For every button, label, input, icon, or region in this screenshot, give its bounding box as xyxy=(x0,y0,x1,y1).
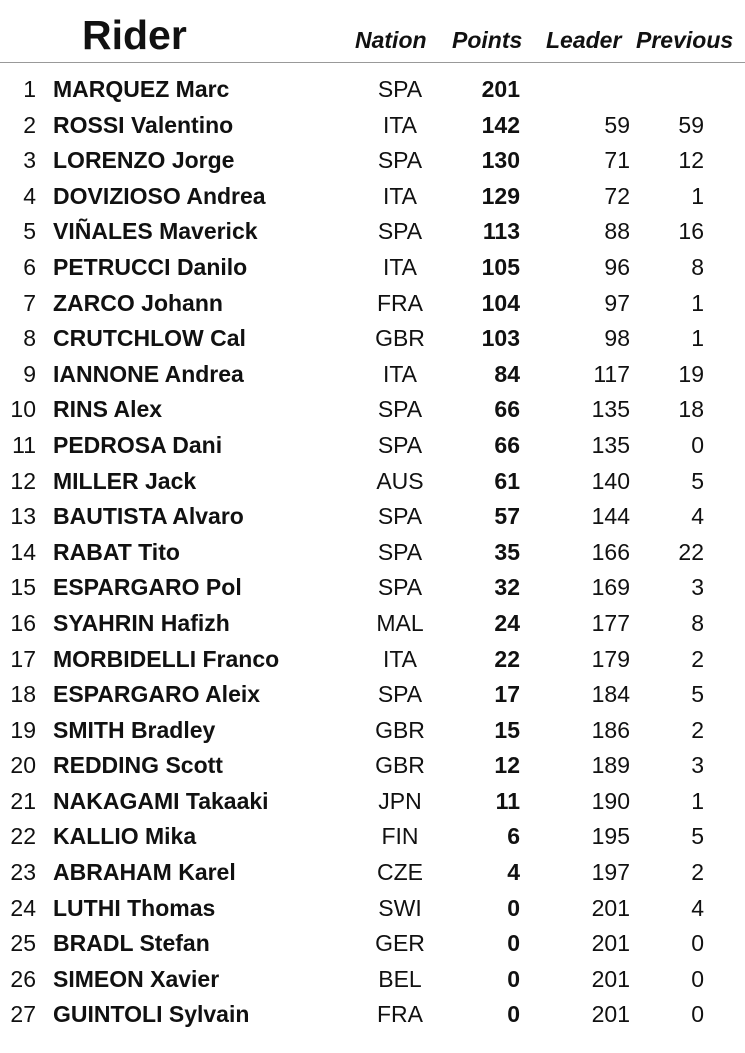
rider-gap-previous: 19 xyxy=(678,360,704,387)
rider-position: 1 xyxy=(23,76,36,102)
rider-nation: SPA xyxy=(377,503,423,530)
rider-name: SMITH Bradley xyxy=(53,716,216,743)
rider-nation: MAL xyxy=(376,609,424,636)
table-row xyxy=(0,997,745,1033)
rider-points: 0 xyxy=(507,965,520,992)
rider-name: ABRAHAM Karel xyxy=(53,859,236,886)
rider-gap-leader: 201 xyxy=(591,965,630,992)
rider-points: 142 xyxy=(481,111,520,138)
rider-gap-previous: 18 xyxy=(678,396,704,423)
rider-points: 32 xyxy=(494,574,520,601)
rider-gap-leader: 59 xyxy=(604,111,630,138)
rider-position: 13 xyxy=(10,503,36,530)
rider-points: 4 xyxy=(507,859,520,886)
header-rider: Rider xyxy=(82,12,187,58)
table-row xyxy=(0,392,745,428)
rider-name: SIMEON Xavier xyxy=(53,965,220,992)
header-points: Points xyxy=(452,27,523,53)
standings-table xyxy=(0,72,745,1033)
rider-position: 18 xyxy=(10,681,36,708)
rider-position: 4 xyxy=(23,182,36,209)
rider-gap-previous: 5 xyxy=(691,823,704,850)
table-row xyxy=(0,606,745,642)
rider-points: 130 xyxy=(481,147,520,174)
rider-position: 21 xyxy=(10,787,36,814)
rider-gap-leader: 117 xyxy=(593,360,630,387)
rider-gap-previous: 5 xyxy=(691,681,704,708)
rider-gap-leader: 135 xyxy=(591,431,630,458)
table-row xyxy=(0,962,745,998)
rider-position: 17 xyxy=(10,645,36,672)
rider-gap-leader: 88 xyxy=(604,218,630,245)
rider-nation: FRA xyxy=(377,289,423,316)
table-row xyxy=(0,108,745,144)
rider-name: GUINTOLI Sylvain xyxy=(53,1001,250,1028)
rider-position: 20 xyxy=(10,752,36,779)
rider-name: VIÑALES Maverick xyxy=(53,218,258,245)
table-header xyxy=(0,0,745,64)
rider-points: 12 xyxy=(494,752,520,779)
rider-points: 22 xyxy=(494,645,520,672)
rider-points: 105 xyxy=(481,253,520,280)
table-row xyxy=(0,713,745,749)
rider-gap-leader: 184 xyxy=(591,681,630,708)
rider-nation: ITA xyxy=(382,253,418,280)
rider-nation: SPA xyxy=(377,431,423,458)
rider-gap-leader: 201 xyxy=(591,1001,630,1028)
rider-gap-previous: 1 xyxy=(691,182,704,209)
rider-gap-leader: 144 xyxy=(591,503,630,530)
rider-gap-leader: 177 xyxy=(591,609,630,636)
rider-points: 103 xyxy=(481,325,520,352)
rider-gap-previous: 12 xyxy=(678,147,704,174)
rider-gap-leader: 96 xyxy=(604,253,630,280)
rider-gap-leader: 179 xyxy=(591,645,630,672)
rider-points: 0 xyxy=(507,894,520,921)
rider-points: 201 xyxy=(481,76,520,102)
rider-gap-leader: 97 xyxy=(604,289,630,316)
rider-name: REDDING Scott xyxy=(53,752,223,779)
rider-gap-previous: 1 xyxy=(691,289,704,316)
rider-gap-previous: 0 xyxy=(691,930,704,957)
rider-points: 57 xyxy=(494,503,520,530)
header-leader: Leader xyxy=(546,27,622,53)
rider-gap-leader: 190 xyxy=(591,787,630,814)
rider-points: 66 xyxy=(494,431,520,458)
rider-points: 66 xyxy=(494,396,520,423)
rider-nation: SPA xyxy=(377,147,423,174)
table-row xyxy=(0,819,745,855)
rider-name: LORENZO Jorge xyxy=(53,147,235,174)
rider-points: 84 xyxy=(494,360,520,387)
rider-gap-leader: 72 xyxy=(604,182,630,209)
table-row xyxy=(0,250,745,286)
rider-gap-previous: 1 xyxy=(691,325,704,352)
rider-name: SYAHRIN Hafizh xyxy=(53,609,230,636)
rider-position: 3 xyxy=(23,147,36,174)
rider-name: ESPARGARO Aleix xyxy=(53,681,261,708)
rider-gap-previous: 0 xyxy=(691,965,704,992)
rider-gap-leader: 189 xyxy=(591,752,630,779)
rider-nation: GBR xyxy=(375,716,425,743)
rider-position: 5 xyxy=(23,218,36,245)
table-row xyxy=(0,143,745,179)
rider-points: 61 xyxy=(494,467,520,494)
rider-gap-previous: 2 xyxy=(691,859,704,886)
rider-position: 22 xyxy=(10,823,36,850)
rider-position: 9 xyxy=(23,360,36,387)
rider-name: LUTHI Thomas xyxy=(53,894,216,921)
table-row xyxy=(0,214,745,250)
rider-name: ESPARGARO Pol xyxy=(53,574,242,601)
rider-gap-previous: 4 xyxy=(691,894,704,921)
rider-points: 15 xyxy=(494,716,520,743)
table-row xyxy=(0,179,745,215)
rider-position: 2 xyxy=(23,111,36,138)
rider-position: 25 xyxy=(10,930,36,957)
rider-gap-previous: 8 xyxy=(691,609,704,636)
rider-gap-leader: 201 xyxy=(591,930,630,957)
rider-name: PEDROSA Dani xyxy=(53,431,223,458)
rider-position: 26 xyxy=(10,965,36,992)
rider-gap-previous: 3 xyxy=(691,574,704,601)
rider-gap-previous: 2 xyxy=(691,716,704,743)
rider-nation: SPA xyxy=(377,574,423,601)
rider-gap-previous: 22 xyxy=(678,538,704,565)
rider-nation: CZE xyxy=(377,859,423,886)
rider-position: 24 xyxy=(10,894,36,921)
rider-gap-leader: 195 xyxy=(591,823,630,850)
rider-position: 7 xyxy=(23,289,36,316)
table-row xyxy=(0,286,745,322)
rider-nation: ITA xyxy=(382,645,418,672)
table-row xyxy=(0,428,745,464)
rider-points: 35 xyxy=(494,538,520,565)
table-row xyxy=(0,570,745,606)
rider-position: 16 xyxy=(10,609,36,636)
rider-gap-previous: 5 xyxy=(691,467,704,494)
rider-name: MARQUEZ Marc xyxy=(53,76,230,102)
rider-position: 23 xyxy=(10,859,36,886)
rider-nation: JPN xyxy=(378,787,422,814)
rider-points: 104 xyxy=(481,289,520,316)
rider-name: RABAT Tito xyxy=(53,538,180,565)
rider-gap-leader: 140 xyxy=(591,467,630,494)
rider-points: 24 xyxy=(494,609,520,636)
rider-points: 0 xyxy=(507,930,520,957)
rider-points: 113 xyxy=(482,218,520,245)
rider-name: DOVIZIOSO Andrea xyxy=(53,182,266,209)
rider-nation: SPA xyxy=(377,218,423,245)
table-row xyxy=(0,677,745,713)
rider-gap-previous: 3 xyxy=(691,752,704,779)
rider-gap-leader: 135 xyxy=(591,396,630,423)
rider-nation: ITA xyxy=(382,182,418,209)
table-row xyxy=(0,642,745,678)
rider-nation: SPA xyxy=(377,681,423,708)
rider-position: 27 xyxy=(10,1001,36,1028)
rider-name: NAKAGAMI Takaaki xyxy=(53,787,269,814)
rider-gap-previous: 1 xyxy=(691,787,704,814)
rider-points: 0 xyxy=(507,1001,520,1028)
table-row xyxy=(0,72,745,108)
table-row xyxy=(0,321,745,357)
rider-gap-leader: 186 xyxy=(591,716,630,743)
table-row xyxy=(0,784,745,820)
rider-name: ZARCO Johann xyxy=(53,289,223,316)
rider-position: 8 xyxy=(23,325,36,352)
rider-gap-previous: 8 xyxy=(691,253,704,280)
rider-gap-leader: 197 xyxy=(591,859,630,886)
rider-gap-leader: 98 xyxy=(604,325,630,352)
rider-name: ROSSI Valentino xyxy=(53,111,234,138)
rider-name: CRUTCHLOW Cal xyxy=(53,325,246,352)
rider-nation: GER xyxy=(375,930,425,957)
table-row xyxy=(0,357,745,393)
rider-gap-previous: 4 xyxy=(691,503,704,530)
rider-position: 6 xyxy=(23,253,36,280)
rider-nation: GBR xyxy=(375,325,425,352)
table-row xyxy=(0,855,745,891)
rider-gap-previous: 2 xyxy=(691,645,704,672)
rider-nation: FIN xyxy=(381,823,419,850)
table-row xyxy=(0,891,745,927)
rider-name: MORBIDELLI Franco xyxy=(53,645,280,672)
rider-nation: GBR xyxy=(375,752,425,779)
rider-gap-previous: 0 xyxy=(691,431,704,458)
rider-gap-previous: 16 xyxy=(678,218,704,245)
rider-name: BAUTISTA Alvaro xyxy=(53,503,244,530)
rider-name: MILLER Jack xyxy=(53,467,197,494)
rider-nation: ITA xyxy=(382,360,418,387)
rider-nation: SWI xyxy=(378,894,422,921)
rider-nation: AUS xyxy=(376,467,424,494)
rider-position: 15 xyxy=(10,574,36,601)
rider-name: RINS Alex xyxy=(53,396,163,423)
table-row xyxy=(0,464,745,500)
rider-points: 11 xyxy=(495,787,520,814)
rider-nation: SPA xyxy=(377,76,423,102)
rider-points: 6 xyxy=(507,823,520,850)
rider-gap-previous: 0 xyxy=(691,1001,704,1028)
rider-name: BRADL Stefan xyxy=(53,930,210,957)
rider-name: KALLIO Mika xyxy=(53,823,197,850)
header-previous: Previous xyxy=(636,27,734,53)
header-nation: Nation xyxy=(355,27,427,53)
rider-gap-previous: 59 xyxy=(678,111,704,138)
table-row xyxy=(0,748,745,784)
rider-points: 17 xyxy=(494,681,520,708)
rider-gap-leader: 71 xyxy=(604,147,630,174)
rider-nation: SPA xyxy=(377,396,423,423)
rider-position: 12 xyxy=(10,467,36,494)
rider-nation: ITA xyxy=(382,111,418,138)
header-divider xyxy=(0,62,745,63)
rider-nation: FRA xyxy=(377,1001,423,1028)
rider-gap-leader: 201 xyxy=(591,894,630,921)
rider-position: 19 xyxy=(10,716,36,743)
rider-name: PETRUCCI Danilo xyxy=(53,253,248,280)
table-row xyxy=(0,926,745,962)
rider-gap-leader: 169 xyxy=(591,574,630,601)
rider-nation: BEL xyxy=(378,965,422,992)
table-row xyxy=(0,535,745,571)
rider-nation: SPA xyxy=(377,538,423,565)
rider-position: 11 xyxy=(12,431,36,458)
rider-position: 10 xyxy=(10,396,36,423)
rider-points: 129 xyxy=(481,182,520,209)
rider-gap-leader: 166 xyxy=(591,538,630,565)
table-row xyxy=(0,499,745,535)
rider-position: 14 xyxy=(10,538,36,565)
rider-name: IANNONE Andrea xyxy=(53,360,244,387)
